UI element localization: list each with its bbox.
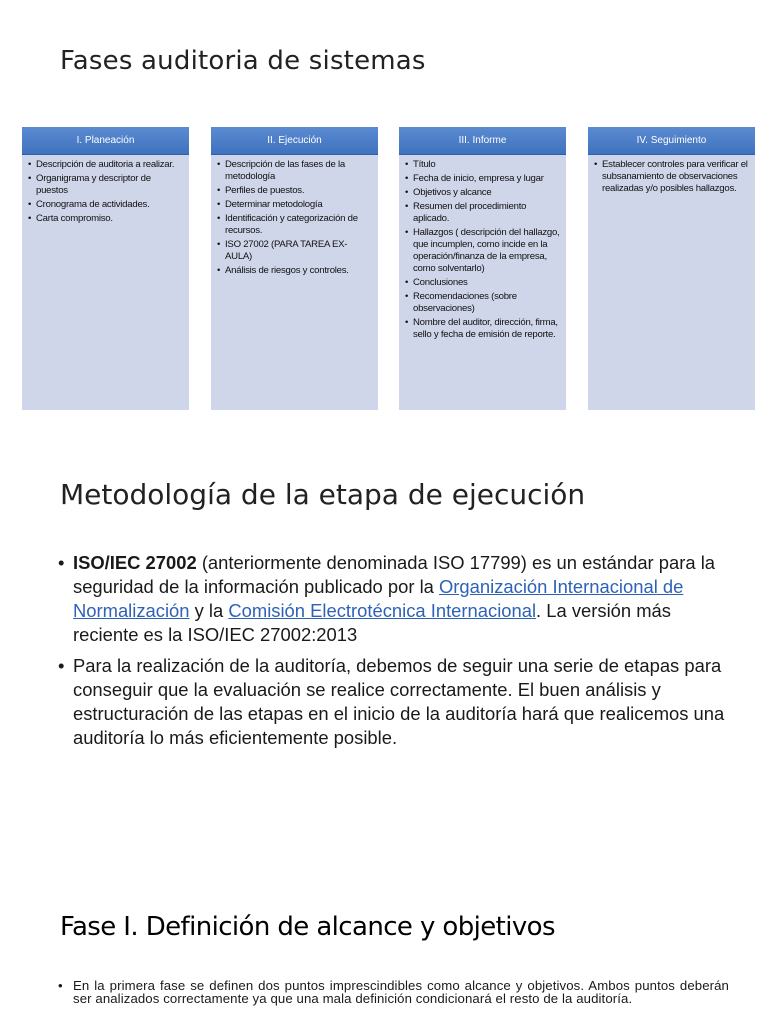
phase-header: IV. Seguimiento: [588, 127, 755, 155]
phase-item: • Determinar metodología: [217, 199, 372, 211]
phase-item: • Perfiles de puestos.: [217, 185, 372, 197]
section-title-metodologia: Metodología de la etapa de ejecución: [60, 478, 586, 511]
phase-item: • Conclusiones: [405, 277, 560, 289]
phase-item: • ISO 27002 (PARA TAREA EX-AULA): [217, 239, 372, 263]
phase-items: [399, 155, 566, 341]
phase-ejecucion: [211, 127, 378, 410]
phase-header: III. Informe: [399, 127, 566, 155]
phase-item: • Establecer controles para verificar el subsanamiento de observaciones realizadas y/o posibles hallazgos.: [594, 159, 749, 195]
phase-item: • Identificación y categorización de recursos.: [217, 213, 372, 237]
bullet-text: (anteriormente denominada ISO 17799) es un estándar para la seguridad de la información publicado por la: [73, 552, 716, 597]
iso-label: ISO/IEC 27002: [73, 552, 197, 573]
metodologia-bullets: [56, 551, 736, 757]
bullet-text: y la: [189, 600, 229, 621]
link-comision-electrotecnica[interactable]: Comisión Electrotécnica Internacional: [228, 600, 537, 621]
phase-items: [22, 155, 189, 225]
link-organizacion-internacional[interactable]: Organización Internacional de Normalización: [73, 576, 684, 621]
fase-i-bullet: • En la primera fase se definen dos puntos imprescindibles como alcance y objetivos. Ambos puntos deberán ser analizados correctamente ya que una mala definición condicionará el resto de la auditoría.: [56, 979, 729, 1005]
phase-item: • Fecha de inicio, empresa y lugar: [405, 173, 560, 185]
phase-item: • Carta compromiso.: [28, 213, 183, 225]
bullet-text: . La versión más reciente es la ISO/IEC 27002:2013: [73, 600, 671, 645]
phase-item: • Descripción de las fases de la metodología: [217, 159, 372, 183]
bullet-realizacion: • Para la realización de la auditoría, debemos de seguir una serie de etapas para conseguir que la evaluación se realice correctamente. El buen análisis y estructuración de las etapas en el inicio de la auditoría hará que realicemos una auditoría lo más eficientemente posible.: [56, 654, 736, 750]
phase-item: • Objetivos y alcance: [405, 187, 560, 199]
phase-item: • Descripción de auditoria a realizar.: [28, 159, 183, 171]
phase-header: I. Planeación: [22, 127, 189, 155]
phase-informe: [399, 127, 566, 410]
phase-item: • Hallazgos ( descripción del hallazgo, que incumplen, como incide en la operación/finanza de la empresa, como solventarlo): [405, 227, 560, 275]
phase-item: • Recomendaciones (sobre observaciones): [405, 291, 560, 315]
phase-item: • Resumen del procedimiento aplicado.: [405, 201, 560, 225]
phase-items: [211, 155, 378, 277]
section-title-fases: Fases auditoria de sistemas: [60, 46, 426, 76]
phase-item: • Organigrama y descriptor de puestos: [28, 173, 183, 197]
phase-item: • Nombre del auditor, dirección, firma, sello y fecha de emisión de reporte.: [405, 317, 560, 341]
phase-items: [588, 155, 755, 195]
section-title-fase-i: Fase I. Definición de alcance y objetivos: [60, 912, 555, 942]
phase-planeacion: [22, 127, 189, 410]
phases-diagram: [0, 127, 768, 410]
phase-seguimiento: [588, 127, 755, 410]
bullet-iso27002: [56, 551, 736, 647]
phase-item: • Análisis de riesgos y controles.: [217, 265, 372, 277]
phase-item: • Título: [405, 159, 560, 171]
phase-item: • Cronograma de actividades.: [28, 199, 183, 211]
phase-header: II. Ejecución: [211, 127, 378, 155]
